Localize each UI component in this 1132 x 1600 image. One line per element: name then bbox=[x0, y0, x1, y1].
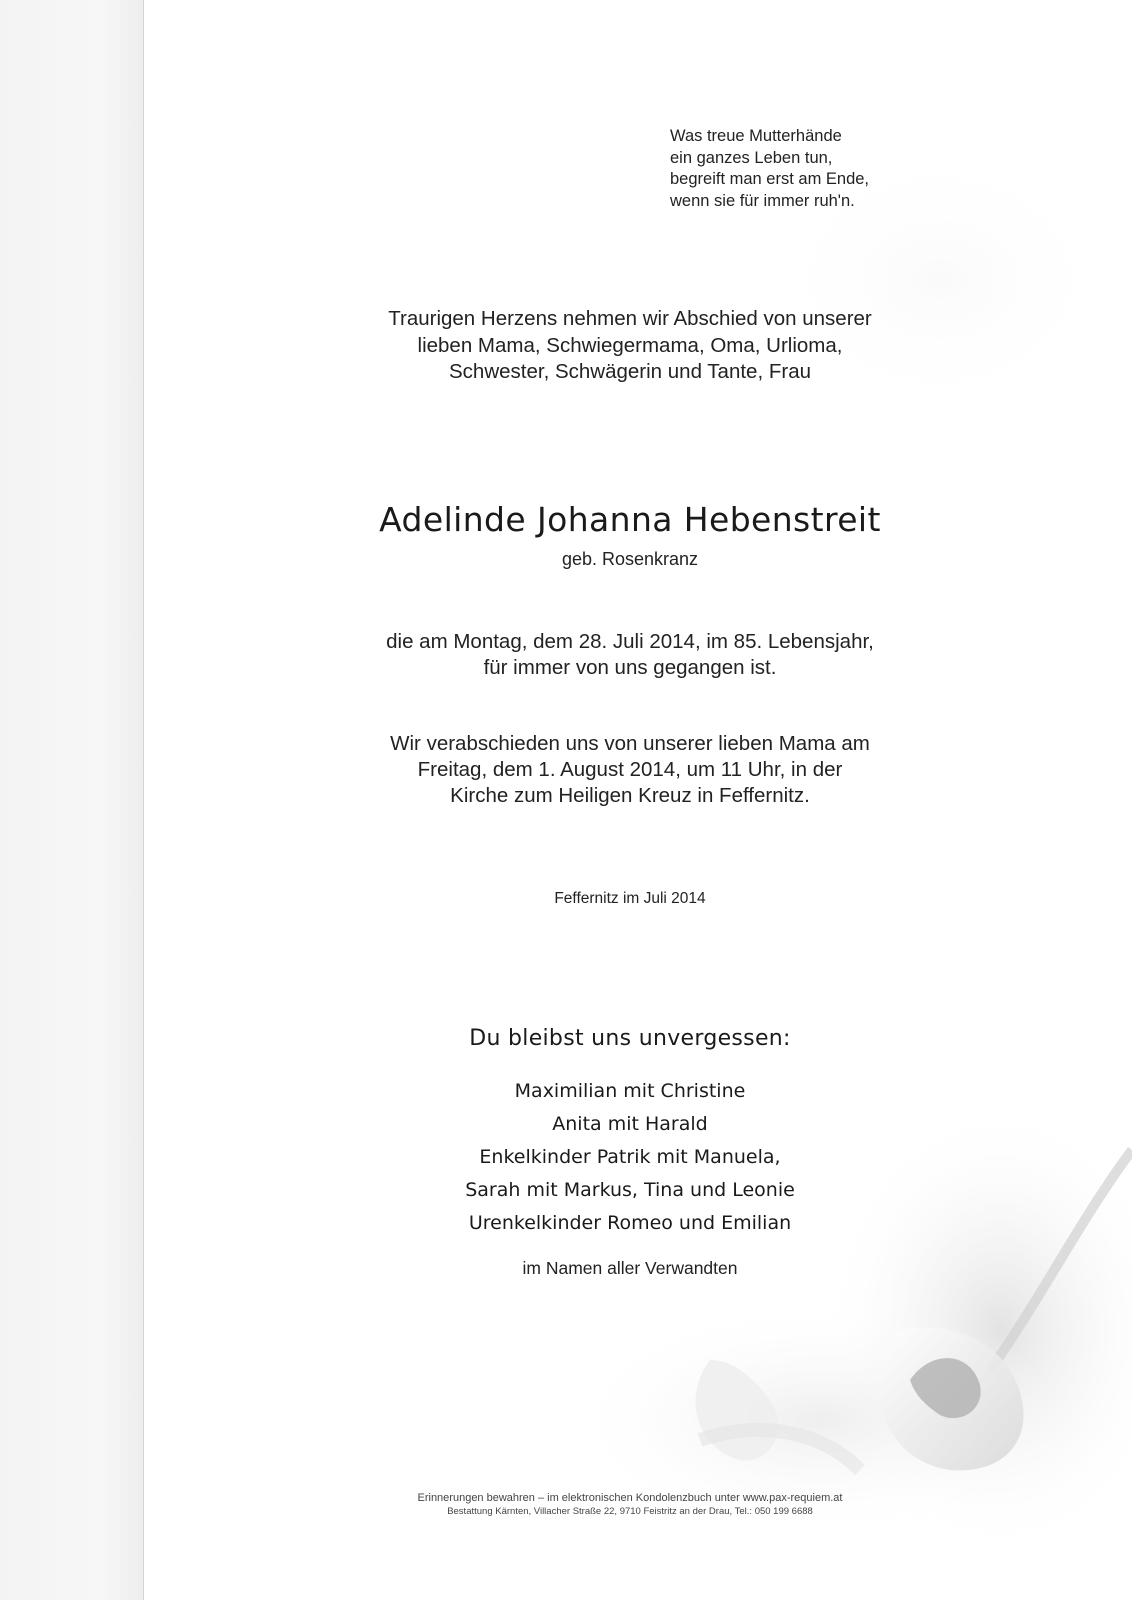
mourner-line: Maximilian mit Christine bbox=[514, 1080, 746, 1102]
death-notice: die am Montag, dem 28. Juli 2014, im 85. Lebensjahr, für immer von uns gegangen ist. bbox=[386, 630, 874, 679]
memorial-poem: Was treue Mutterhände ein ganzes Leben tun, begreift man erst am Ende, wenn sie für immer ruh'n. bbox=[670, 127, 870, 210]
mourners-list bbox=[300, 1075, 960, 1240]
footer-condolence-line: Erinnerungen bewahren – im elektronischen Kondolenzbuch unter www.pax-requiem.at bbox=[417, 1492, 843, 1504]
remembrance-heading: Du bleibst uns unvergessen: bbox=[469, 1026, 791, 1051]
footer bbox=[300, 1491, 960, 1518]
service-notice: Wir verabschieden uns von unserer lieben Mama am Freitag, dem 1. August 2014, um 11 Uhr, in der Kirche zum Heiligen Kreuz in Feffernitz. bbox=[390, 732, 870, 807]
maiden-name: geb. Rosenkranz bbox=[561, 549, 699, 569]
mourner-line: Anita mit Harald bbox=[552, 1113, 708, 1135]
mourner-line: Enkelkinder Patrik mit Manuela, bbox=[479, 1146, 781, 1168]
deceased-name: Adelinde Johanna Hebenstreit bbox=[379, 500, 881, 539]
mourner-line: Sarah mit Markus, Tina und Leonie bbox=[465, 1179, 795, 1201]
place-date: Feffernitz im Juli 2014 bbox=[554, 890, 706, 907]
mourner-line: Urenkelkinder Romeo und Emilian bbox=[468, 1212, 792, 1234]
relatives-note: im Namen aller Verwandten bbox=[522, 1258, 738, 1278]
footer-address-line: Bestattung Kärnten, Villacher Straße 22, 9710 Feistritz an der Drau, Tel.: 050 199 6688 bbox=[447, 1506, 813, 1517]
farewell-intro: Traurigen Herzens nehmen wir Abschied von unserer lieben Mama, Schwiegermama, Oma, Urlioma, Schwester, Schwägerin und Tante, Frau bbox=[388, 307, 872, 383]
